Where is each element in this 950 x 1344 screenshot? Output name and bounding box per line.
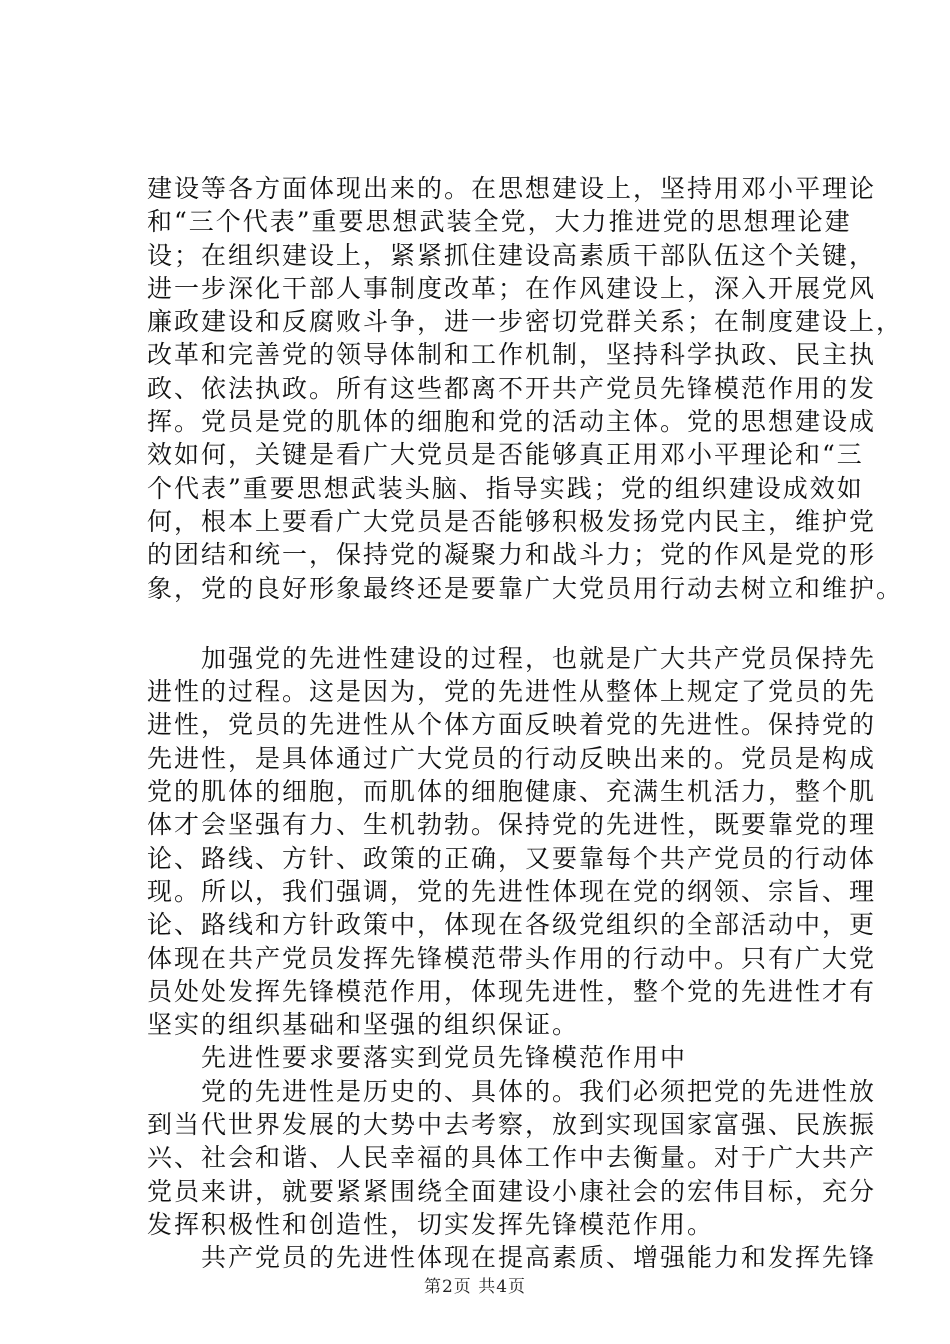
text-line: 效如何，关键是看广大党员是否能够真正用邓小平理论和“三 — [147, 440, 864, 470]
text-line: 党的先进性是历史的、具体的。我们必须把党的先进性放 — [147, 1076, 877, 1106]
text-line: 进性，党员的先进性从个体方面反映着党的先进性。保持党的 — [147, 710, 877, 740]
text-line: 发挥积极性和创造性，切实发挥先锋模范作用。 — [147, 1209, 715, 1239]
text-line: 现。所以，我们强调，党的先进性体现在党的纲领、宗旨、理 — [147, 876, 877, 906]
text-line: 政、依法执政。所有这些都离不开共产党员先锋模范作用的发 — [147, 373, 877, 403]
text-line: 建设等各方面体现出来的。在思想建设上，坚持用邓小平理论 — [147, 174, 877, 203]
text-line: 象，党的良好形象最终还是要靠广大党员用行动去树立和维护。 — [147, 573, 904, 603]
text-line: 进一步深化干部人事制度改革；在作风建设上，深入开展党风 — [147, 273, 877, 303]
text-line: 加强党的先进性建设的过程，也就是广大共产党员保持先 — [147, 643, 877, 673]
text-line: 兴、社会和谐、人民幸福的具体工作中去衡量。对于广大共产 — [147, 1143, 877, 1173]
text-line: 论、路线和方针政策中，体现在各级党组织的全部活动中，更 — [147, 910, 877, 940]
paragraph-gap — [147, 605, 847, 642]
page-footer — [0, 1272, 950, 1297]
text-line: 员处处发挥先锋模范作用，体现先进性，整个党的先进性才有 — [147, 976, 877, 1006]
document-body — [147, 172, 904, 1275]
text-line: 坚实的组织基础和坚强的组织保证。 — [147, 1010, 580, 1040]
text-line: 设；在组织建设上，紧紧抓住建设高素质干部队伍这个关键， — [147, 240, 877, 270]
text-line: 先进性，是具体通过广大党员的行动反映出来的。党员是构成 — [147, 743, 877, 773]
text-line: 个代表”重要思想武装头脑、指导实践；党的组织建设成效如 — [147, 473, 864, 503]
text-line: 的团结和统一，保持党的凝聚力和战斗力；党的作风是党的形 — [147, 540, 877, 570]
text-line: 和“三个代表”重要思想武装全党，大力推进党的思想理论建 — [147, 207, 852, 237]
text-line: 党员来讲，就要紧紧围绕全面建设小康社会的宏伟目标，充分 — [147, 1176, 877, 1206]
text-line: 党的肌体的细胞，而肌体的细胞健康、充满生机活力，整个肌 — [147, 777, 877, 807]
text-line: 共产党员的先进性体现在提高素质、增强能力和发挥先锋 — [147, 1243, 877, 1273]
page-indicator: 第2页 共4页 — [423, 1277, 527, 1297]
paragraph-3 — [147, 1075, 877, 1241]
paragraph-1 — [147, 172, 904, 605]
text-line: 体现在共产党员发挥先锋模范带头作用的行动中。只有广大党 — [147, 943, 877, 973]
text-line: 体才会坚强有力、生机勃勃。保持党的先进性，既要靠党的理 — [147, 810, 877, 840]
section-heading: 先进性要求要落实到党员先锋模范作用中 — [147, 1043, 688, 1073]
text-line: 廉政建设和反腐败斗争，进一步密切党群关系；在制度建设上， — [147, 307, 904, 337]
text-line: 到当代世界发展的大势中去考察，放到实现国家富强、民族振 — [147, 1110, 877, 1140]
paragraph-2 — [147, 642, 877, 1042]
paragraph-4 — [147, 1241, 877, 1274]
text-line: 挥。党员是党的肌体的细胞和党的活动主体。党的思想建设成 — [147, 407, 877, 437]
text-line: 论、路线、方针、政策的正确，又要靠每个共产党员的行动体 — [147, 843, 877, 873]
text-line: 改革和完善党的领导体制和工作机制，坚持科学执政、民主执 — [147, 340, 877, 370]
text-line: 何，根本上要看广大党员是否能够积极发扬党内民主，维护党 — [147, 506, 877, 536]
text-line: 进性的过程。这是因为，党的先进性从整体上规定了党员的先 — [147, 677, 877, 707]
